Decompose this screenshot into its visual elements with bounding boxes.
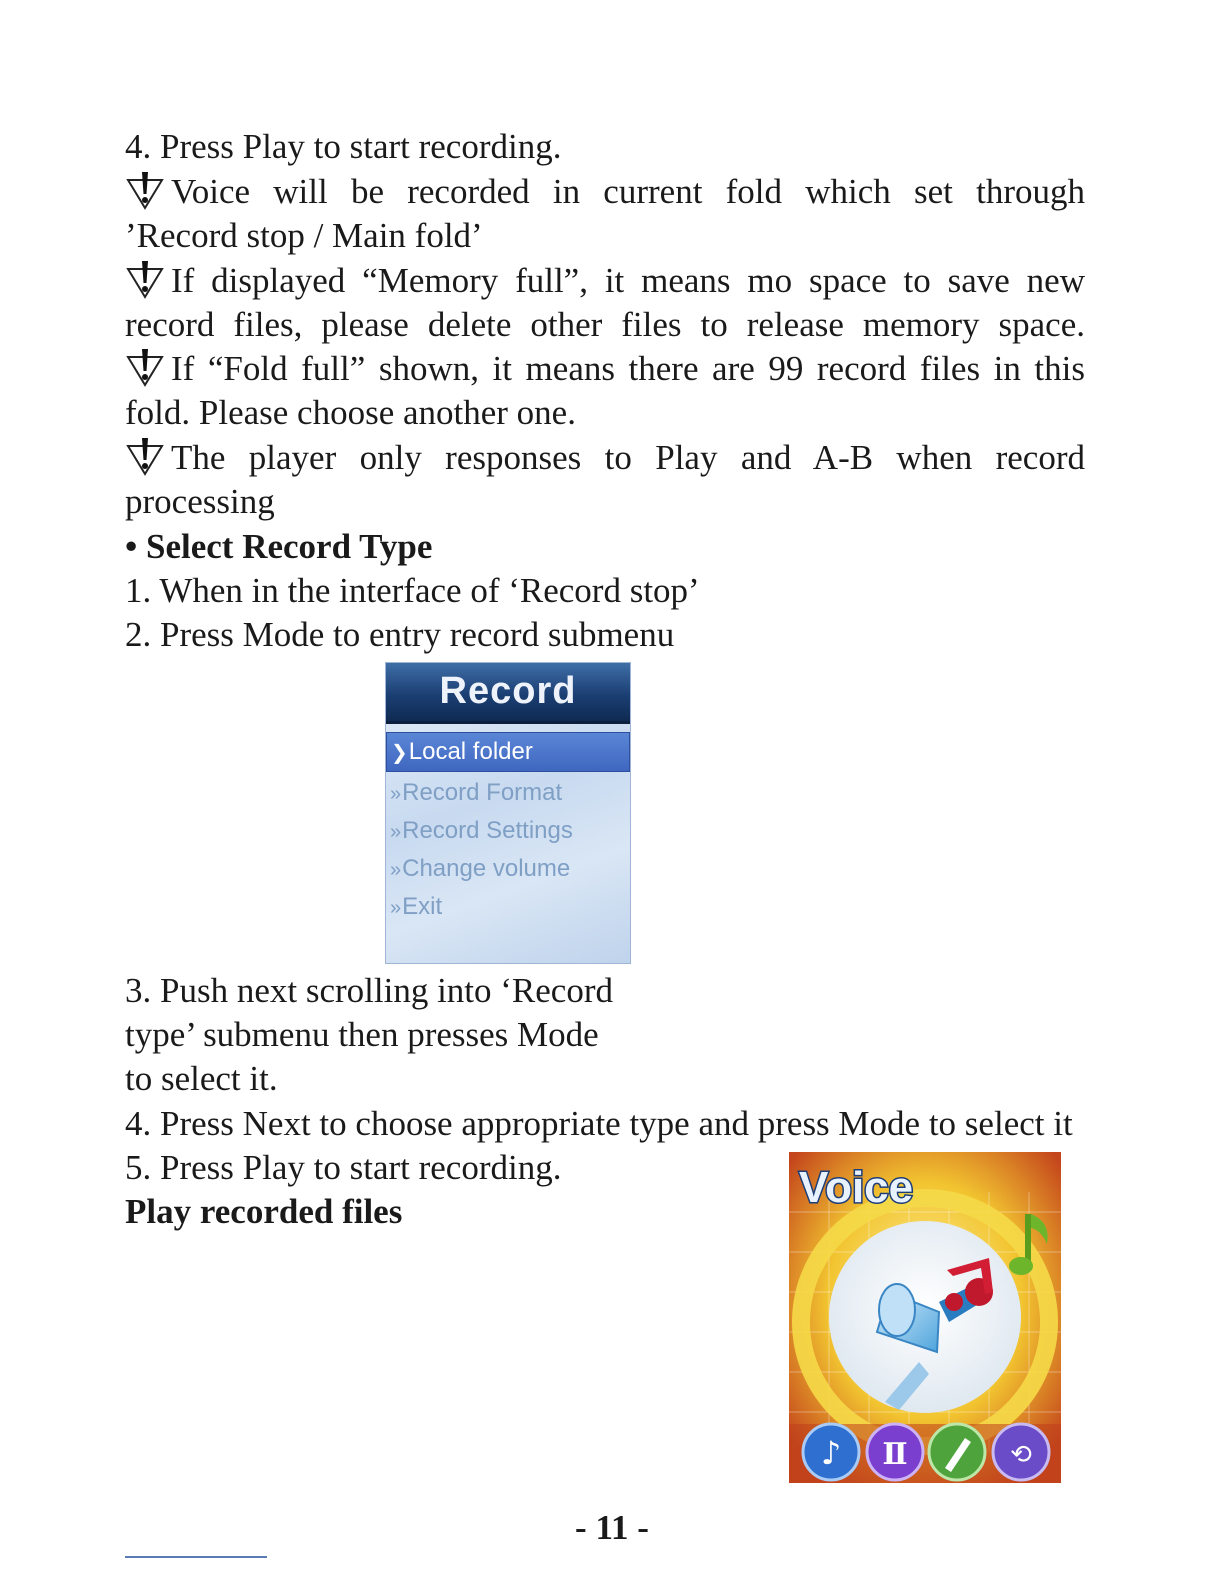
menu-item-label: Local folder <box>408 738 533 765</box>
menu-item-exit <box>386 888 630 926</box>
note-player-line <box>125 436 1085 480</box>
note-memory-line <box>125 259 1085 303</box>
menu-item-local-folder <box>386 732 630 772</box>
menu-item-label: Record Settings <box>402 817 573 844</box>
note-voice-continuation: ’Record stop / Main fold’ <box>125 216 483 255</box>
svg-text:⟲: ⟲ <box>1010 1440 1032 1470</box>
double-chevron-icon: » <box>390 859 400 881</box>
voice-screen-art <box>789 1152 1061 1483</box>
note-voice-line <box>125 170 1085 214</box>
step-5-line: 5. Press Play to start recording. <box>125 1148 562 1187</box>
bottom-icon-bar <box>789 1424 1061 1483</box>
menu-item-label: Record Format <box>402 779 563 806</box>
note-memory-text: If displayed “Memory full”, it means mo space to save new <box>171 261 1085 300</box>
section-heading-select-record-type: • Select Record Type <box>125 527 433 566</box>
menu-item-record-format <box>386 774 630 812</box>
double-chevron-icon: » <box>390 897 400 919</box>
note-memory-continuation: record files, please delete other files to release memory space. <box>125 305 1085 344</box>
step-2-line: 2. Press Mode to entry record submenu <box>125 615 675 654</box>
warning-icon <box>125 348 165 388</box>
step-4b-line: 4. Press Next to choose appropriate type and press Mode to select it <box>125 1104 1073 1143</box>
voice-screen-screenshot <box>789 1152 1061 1483</box>
footer-divider <box>125 1556 267 1558</box>
step-4-line: 4. Press Play to start recording. <box>125 127 562 166</box>
menu-item-label: Exit <box>402 893 443 920</box>
note-player-continuation: processing <box>125 482 275 521</box>
menu-item-change-volume <box>386 850 630 888</box>
svg-text:Ⅱ: Ⅱ <box>882 1437 908 1472</box>
step-3-continuation-2: to select it. <box>125 1059 278 1098</box>
page-number: - 11 - <box>575 1508 649 1547</box>
step-3-continuation: type’ submenu then presses Mode <box>125 1015 599 1054</box>
record-menu-title: Record <box>386 663 630 724</box>
chevron-right-icon: ❯ <box>391 742 406 764</box>
note-player-text: The player only responses to Play and A-B when record <box>171 438 1085 477</box>
warning-icon <box>125 437 165 477</box>
menu-item-record-settings <box>386 812 630 850</box>
step-1-line: 1. When in the interface of ‘Record stop’ <box>125 571 700 610</box>
double-chevron-icon: » <box>390 783 400 805</box>
note-fold-line <box>125 347 1085 391</box>
record-submenu-screenshot <box>385 662 631 964</box>
section-heading-play-recorded-files: Play recorded files <box>125 1192 403 1231</box>
warning-icon <box>125 260 165 300</box>
note-fold-text: If “Fold full” shown, it means there are 99 record files in this <box>171 349 1085 388</box>
warning-icon <box>125 171 165 211</box>
step-3-line: 3. Push next scrolling into ‘Record <box>125 971 614 1010</box>
double-chevron-icon: » <box>390 821 400 843</box>
menu-item-label: Change volume <box>402 855 571 882</box>
voice-title: Voice <box>799 1163 914 1212</box>
svg-text:♪: ♪ <box>820 1434 842 1472</box>
note-voice-text: Voice will be recorded in current fold which set through <box>171 172 1085 211</box>
note-fold-continuation: fold. Please choose another one. <box>125 393 576 432</box>
